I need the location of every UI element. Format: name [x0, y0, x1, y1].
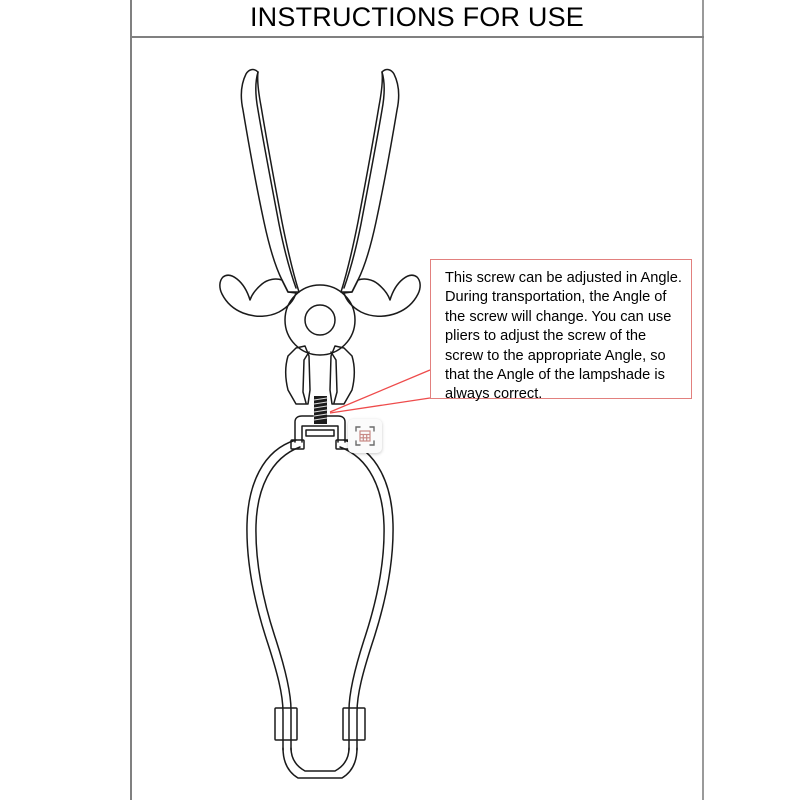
pliers-left-jaw — [286, 346, 310, 404]
pliers-left-shoulder — [220, 275, 296, 316]
lampshade-bottom-collar-left — [275, 708, 297, 740]
scan-grid-badge[interactable] — [348, 419, 382, 453]
lampshade-outer-wire — [247, 440, 393, 750]
pliers-right-handle — [341, 70, 399, 292]
lampshade-bottom-loop — [283, 748, 357, 778]
lampshade-inner-wire — [256, 447, 384, 750]
pliers-right-jaw — [330, 346, 354, 404]
lampshade-bottom-collar-right — [343, 708, 365, 740]
pliers-left-handle — [241, 70, 299, 292]
callout-box — [430, 259, 692, 403]
adjustment-screw — [314, 396, 327, 424]
callout-text: This screw can be adjusted in Angle. During transportation, the Angle of the screw will change. You can use pliers to adjust the screw of the screw to the appropriate Angle, so that the Angle of the lampshade is always correct. — [445, 270, 682, 403]
page-title: INSTRUCTIONS FOR USE — [249, 2, 584, 32]
pliers-right-shoulder — [344, 275, 420, 316]
scan-grid-icon — [354, 425, 376, 447]
pliers-pivot-head — [285, 285, 355, 355]
callout-leader-lines — [330, 370, 430, 413]
